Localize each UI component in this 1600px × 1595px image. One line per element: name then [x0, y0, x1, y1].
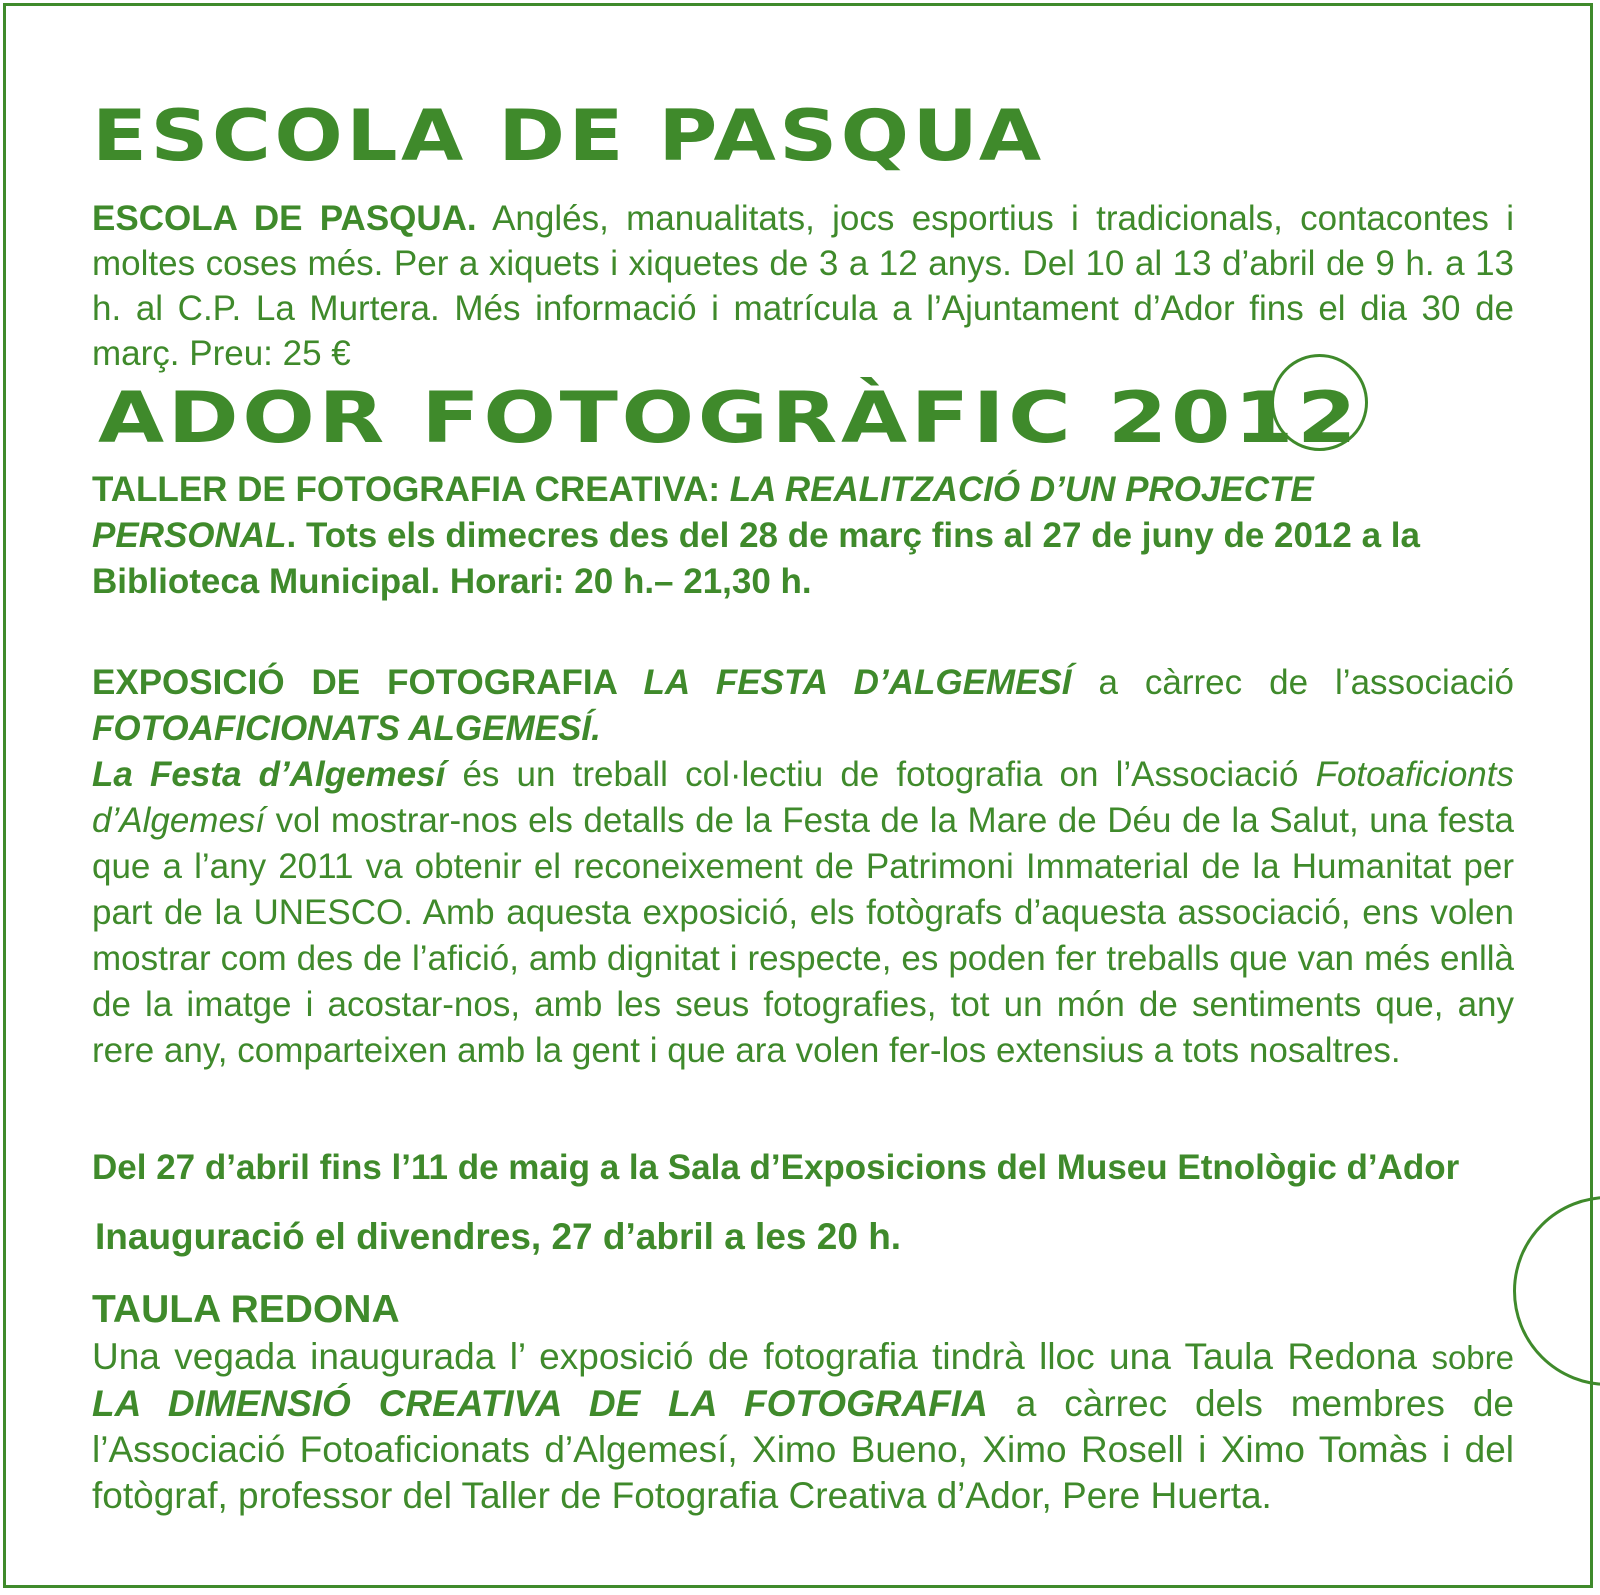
round-table-sobre: sobre: [1431, 1339, 1514, 1376]
escola-paragraph: [92, 196, 1514, 376]
escola-lead: ESCOLA DE PASQUA.: [92, 199, 477, 238]
exhibition-title: LA FESTA D’ALGEMESÍ: [643, 663, 1072, 702]
workshop-subtitle: LA REALITZACIÓ D’UN PROJECTE PERSONAL: [92, 470, 1314, 555]
exhibition-desc-assoc: Fotoaficionts d’Algemesí: [92, 755, 1514, 840]
exhibition-opening: Inauguració el divendres, 27 d’abril a les 20 h.: [95, 1216, 902, 1257]
exhibition-desc-2: vol mostrar-nos els detalls de la Festa de la Mare de Déu de la Salut, una festa que a l’any 2011 va obtenir el reconeixement de Patrimoni Immaterial de la Humanitat per part de la UNESCO. Amb aquesta exposició, els fotògrafs d’aquesta associació, ens volen mostrar com des de l’afició, amb dignitat i respecte, es poden fer treballs que van més enllà de la imatge i acostar-nos, amb les seus fotografies, tot un món de sentiments que, any rere any, comparteixen amb la gent i que ara volen fer-los extensius a tots nosaltres.: [92, 801, 1514, 1070]
exhibition-dates: Del 27 d’abril fins l’11 de maig a la Sala d’Exposicions del Museu Etnològic d’Ador: [92, 1148, 1460, 1187]
escola-text: Anglés, manualitats, jocs esportius i tradicionals, contacontes i moltes coses més. Per a xiquets i xiquetes de 3 a 12 anys. Del 10 al 13 d’abril de 9 h. a 13 h. al C.P. La Murtera. Més informació i matrícula a l’Ajuntament d’Ador fins el dia 30 de març. Preu: 25 €: [92, 199, 1515, 373]
section-title-escola: ESCOLA DE PASQUA: [92, 95, 1045, 177]
workshop-paragraph: [92, 467, 1514, 605]
round-table-heading: TAULA REDONA: [92, 1288, 400, 1331]
exhibition-desc-title: La Festa d’Algemesí: [92, 755, 446, 794]
round-table-text-2: a càrrec dels membres de l’Associació Fotoaficionats d’Algemesí, Ximo Bueno, Ximo Rosell i Ximo Tomàs i del fotògraf, professor del Taller de Fotografia Creativa d’Ador, Pere Huerta.: [92, 1383, 1514, 1516]
round-table-paragraph: [92, 1334, 1514, 1519]
workshop-end: .: [286, 516, 297, 555]
exhibition-middle: a càrrec de l’associació: [1071, 663, 1514, 702]
section-title-fotografic: ADOR FOTOGRÀFIC 2012: [98, 377, 1361, 459]
workshop-details: Tots els dimecres des del 28 de març fins al 27 de juny de 2012 a la Biblioteca Municipal. Horari: 20 h.– 21,30 h.: [92, 516, 1420, 601]
workshop-lead: TALLER DE FOTOGRAFIA CREATIVA:: [92, 470, 730, 509]
round-table-topic: LA DIMENSIÓ CREATIVA DE LA FOTOGRAFIA: [92, 1383, 988, 1424]
round-table-text-1: Una vegada inaugurada l’ exposició de fotografia tindrà lloc una Taula Redona: [92, 1336, 1432, 1377]
exhibition-paragraph: [92, 660, 1514, 1074]
exhibition-lead: EXPOSICIÓ DE FOTOGRAFIA: [92, 663, 644, 702]
exhibition-desc-1: és un treball col·lectiu de fotografia on l’Associació: [445, 755, 1316, 794]
exhibition-association: FOTOAFICIONATS ALGEMESÍ.: [92, 709, 601, 748]
